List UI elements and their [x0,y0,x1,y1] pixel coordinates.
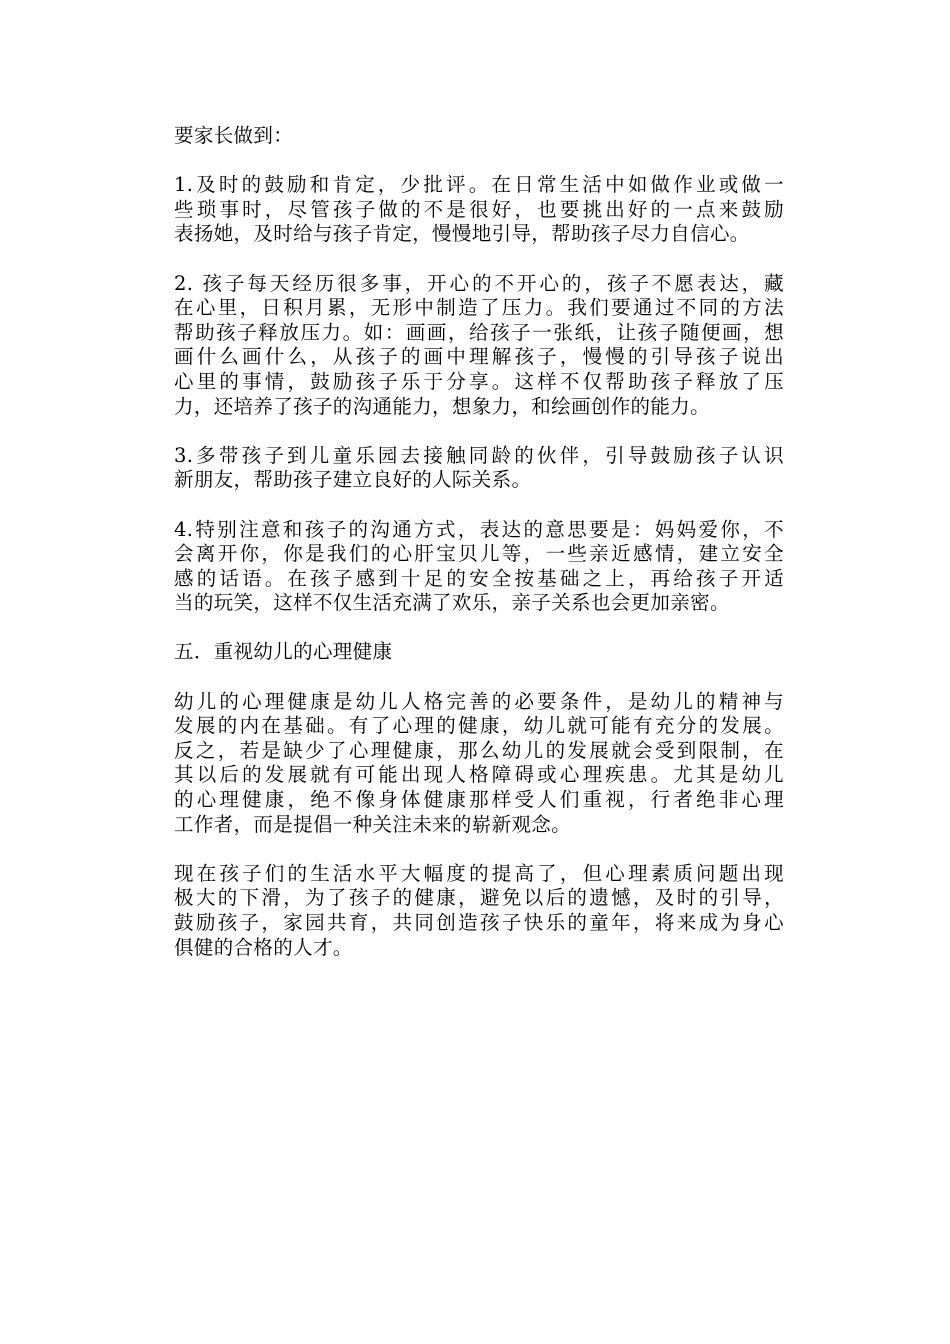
text-line: 2. 孩子每天经历很多事，开心的不开心的，孩子不愿表达，藏 [174,271,784,295]
item-3-paragraph [174,444,784,493]
text-line: 工作者，而是提倡一种关注未来的崭新观念。 [174,812,572,836]
text-line: 在心里，日积月累，无形中制造了压力。我们要通过不同的方法 [174,296,784,320]
text-line: 感的话语。在孩子感到十足的安全按基础之上，再给孩子开适 [174,566,784,590]
section-5-heading [174,640,784,665]
text-line: 4.特别注意和孩子的沟通方式，表达的意思要是：妈妈爱你，不 [174,517,784,541]
text-line: 的心理健康，绝不像身体健康那样受人们重视，行者绝非心理 [174,788,784,812]
text-line: 鼓励孩子，家园共育，共同创造孩子快乐的童年，将来成为身心 [174,911,784,934]
text-line: 表扬她，及时给与孩子肯定，慢慢地引导，帮助孩子尽力自信心。 [174,222,750,246]
text-line: 力，还培养了孩子的沟通能力，想象力，和绘画创作的能力。 [174,394,710,418]
text-line: 3.多带孩子到儿童乐园去接触同龄的伙伴，引导鼓励孩子认识 [174,443,784,467]
text-line: 会离开你，你是我们的心肝宝贝儿等，一些亲近感情，建立安全 [174,542,784,566]
conclusion-paragraph [174,862,784,960]
document-page [174,124,784,985]
text-line: 现在孩子们的生活水平大幅度的提高了，但心理素质问题出现 [174,861,784,885]
text-line: 其以后的发展就有可能出现人格障碍或心理疾患。尤其是幼儿 [174,763,784,787]
text-line: 发展的内在基础。有了心理的健康，幼儿就可能有充分的发展。 [174,714,784,738]
text-line: 新朋友，帮助孩子建立良好的人际关系。 [174,468,532,492]
text-line: 五．重视幼儿的心理健康 [174,640,393,664]
item-2-paragraph [174,272,784,420]
intro-paragraph [174,124,784,149]
text-line: 极大的下滑，为了孩子的健康，避免以后的遗憾，及时的引导， [174,886,784,910]
text-line: 帮助孩子释放压力。如：画画，给孩子一张纸，让孩子随便画，想 [174,320,784,344]
text-line: 俱健的合格的人才。 [174,935,353,959]
text-line: 心里的事情，鼓励孩子乐于分享。这样不仅帮助孩子释放了压 [174,369,784,393]
text-line: 当的玩笑，这样不仅生活充满了欢乐，亲子关系也会更加亲密。 [174,591,730,615]
text-line: 些琐事时，尽管孩子做的不是很好，也要挑出好的一点来鼓励 [174,197,784,221]
text-line: 画什么画什么，从孩子的画中理解孩子，慢慢的引导孩子说出 [174,345,784,369]
item-4-paragraph [174,518,784,616]
text-line: 反之，若是缺少了心理健康，那么幼儿的发展就会受到限制，在 [174,738,784,762]
text-line: 幼儿的心理健康是幼儿人格完善的必要条件，是幼儿的精神与 [174,689,784,713]
text-line: 1.及时的鼓励和肯定，少批评。在日常生活中如做作业或做一 [174,173,784,197]
mental-health-paragraph [174,690,784,838]
text-line: 要家长做到： [174,124,294,147]
item-1-paragraph [174,173,784,247]
